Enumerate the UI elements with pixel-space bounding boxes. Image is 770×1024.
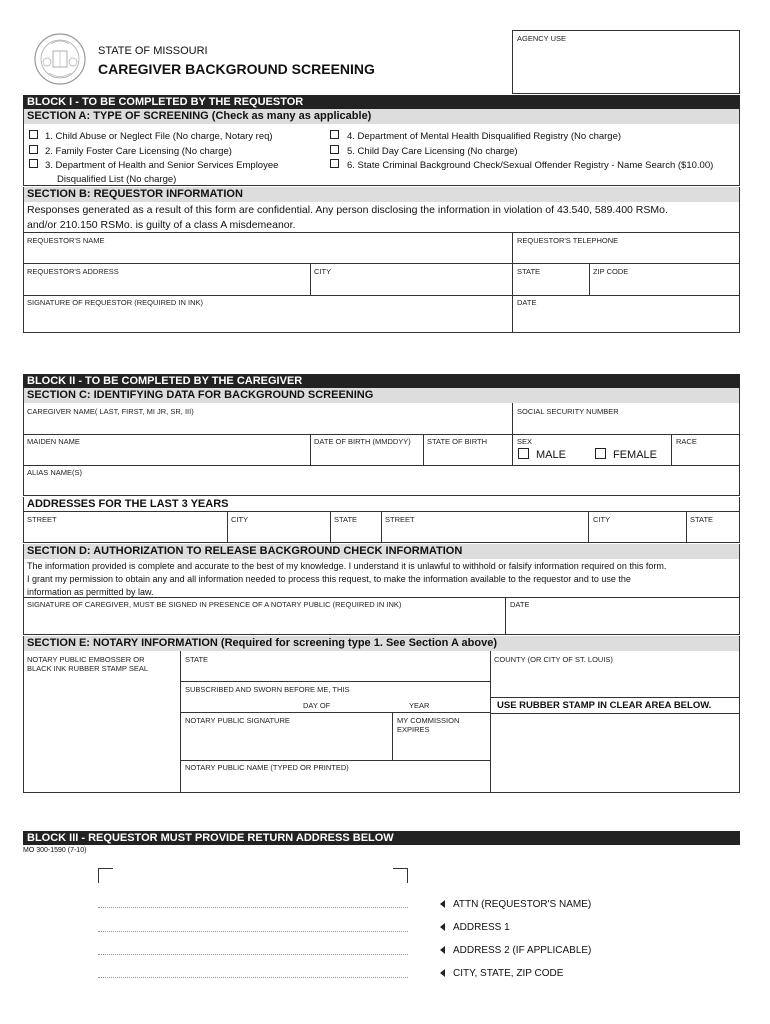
commission-label-2: EXPIRES xyxy=(397,725,430,734)
requestor-signature-label: SIGNATURE OF REQUESTOR (REQUIRED IN INK) xyxy=(27,298,203,307)
requestor-city-field[interactable] xyxy=(311,276,511,294)
commission-expires-field[interactable] xyxy=(393,735,489,759)
dob-field[interactable] xyxy=(311,446,422,464)
address1-city-field[interactable] xyxy=(228,524,329,542)
address2-state-field[interactable] xyxy=(687,524,739,542)
attn-line-label: ATTN (REQUESTOR'S NAME) xyxy=(453,899,592,910)
requestor-date-label: DATE xyxy=(517,298,537,307)
female-label: FEMALE xyxy=(613,449,658,461)
address1-street-field[interactable] xyxy=(24,524,226,542)
notary-state-field[interactable] xyxy=(181,664,489,680)
block2-header: BLOCK II - TO BE COMPLETED BY THE CAREGIVER xyxy=(23,374,740,388)
caregiver-signature-label: SIGNATURE OF CAREGIVER, MUST BE SIGNED IN PRESENCE OF A NOTARY PUBLIC (REQUIRED IN INK) xyxy=(27,600,402,609)
screening-option-6-checkbox[interactable] xyxy=(330,159,339,168)
requestor-state-field[interactable] xyxy=(513,276,588,294)
address-window-corner-left xyxy=(98,868,113,883)
screening-option-3-label-cont: Disqualified List (No charge) xyxy=(57,174,177,185)
requestor-date-field[interactable] xyxy=(513,308,739,332)
address1-state-field[interactable] xyxy=(331,524,380,542)
section-e-header: SECTION E: NOTARY INFORMATION (Required for screening type 1. See Section A above) xyxy=(23,636,740,651)
address1-line-label: ADDRESS 1 xyxy=(453,922,510,933)
screening-option-1-checkbox[interactable] xyxy=(29,130,38,139)
screening-option-5-checkbox[interactable] xyxy=(330,145,339,154)
block1-header: BLOCK I - TO BE COMPLETED BY THE REQUESTOR xyxy=(23,95,740,109)
sex-label: SEX xyxy=(517,437,533,446)
caregiver-name-field[interactable] xyxy=(24,416,511,433)
requestor-city-label: CITY xyxy=(314,267,332,276)
return-attn-field[interactable] xyxy=(98,890,408,906)
state-of-birth-field[interactable] xyxy=(424,446,511,464)
maiden-name-field[interactable] xyxy=(24,446,309,464)
return-city-state-zip-field[interactable] xyxy=(98,960,408,976)
address2-city-field[interactable] xyxy=(589,524,685,542)
screening-option-2-label: 2. Family Foster Care Licensing (No charge) xyxy=(45,146,232,157)
section-b-header: SECTION B: REQUESTOR INFORMATION xyxy=(23,187,740,202)
screening-option-3-label: 3. Department of Health and Senior Services Employee xyxy=(45,160,279,171)
address2-state-label: STATE xyxy=(690,515,714,524)
requestor-name-field[interactable] xyxy=(24,245,511,262)
agency-use-label: AGENCY USE xyxy=(517,34,567,43)
addresses-header: ADDRESSES FOR THE LAST 3 YEARS xyxy=(23,497,740,511)
return-address2-field[interactable] xyxy=(98,937,408,953)
female-checkbox[interactable] xyxy=(595,448,606,459)
form-number: MO 300-1590 (7-10) xyxy=(23,847,87,854)
day-of-label: DAY OF xyxy=(303,701,331,710)
race-field[interactable] xyxy=(672,446,739,464)
requestor-address-label: REQUESTOR'S ADDRESS xyxy=(27,267,119,276)
state-seal xyxy=(33,32,87,86)
screening-option-4-label: 4. Department of Mental Health Disqualified Registry (No charge) xyxy=(347,131,622,142)
address2-street-field[interactable] xyxy=(382,524,587,542)
requestor-state-label: STATE xyxy=(517,267,541,276)
authorization-line-3: information as permitted by law. xyxy=(27,587,154,597)
requestor-address-field[interactable] xyxy=(24,276,309,294)
screening-option-3-checkbox[interactable] xyxy=(29,159,38,168)
ssn-field[interactable] xyxy=(513,416,739,433)
alias-field[interactable] xyxy=(24,478,739,495)
address1-street-label: STREET xyxy=(27,515,57,524)
notary-state-label: STATE xyxy=(185,655,209,664)
requestor-telephone-label: REQUESTOR'S TELEPHONE xyxy=(517,236,619,245)
state-of-birth-label: STATE OF BIRTH xyxy=(427,437,488,446)
requestor-signature-field[interactable] xyxy=(24,308,511,332)
commission-label-1: MY COMMISSION xyxy=(397,716,460,725)
address1-state-label: STATE xyxy=(334,515,358,524)
notary-county-label: COUNTY (OR CITY OF ST. LOUIS) xyxy=(494,655,613,664)
address1-city-label: CITY xyxy=(231,515,249,524)
sworn-date-field[interactable] xyxy=(181,694,489,710)
maiden-name-label: MAIDEN NAME xyxy=(27,437,80,446)
notary-seal-label-1: NOTARY PUBLIC EMBOSSER OR xyxy=(27,655,145,664)
caret-left-icon xyxy=(440,923,445,931)
section-d-header: SECTION D: AUTHORIZATION TO RELEASE BACKGROUND CHECK INFORMATION xyxy=(23,544,740,559)
form-title: CAREGIVER BACKGROUND SCREENING xyxy=(98,61,375,77)
race-label: RACE xyxy=(676,437,697,446)
caregiver-name-label: CAREGIVER NAME( LAST, FIRST, MI JR, SR, III) xyxy=(27,407,194,416)
alias-label: ALIAS NAME(S) xyxy=(27,468,83,477)
subscribed-label: SUBSCRIBED AND SWORN BEFORE ME, THIS xyxy=(185,685,350,694)
authorization-line-2: I grant my permission to obtain any and all information needed to process this request, to make the information available to the requestor and to use the xyxy=(27,574,631,584)
return-address1-field[interactable] xyxy=(98,914,408,930)
address2-city-label: CITY xyxy=(593,515,611,524)
notary-county-field[interactable] xyxy=(491,664,739,680)
confidentiality-notice-1: Responses generated as a result of this form are confidential. Any person disclosing the information in violation of 43.540, 589.400 RSMo. xyxy=(27,204,668,216)
screening-option-1-label: 1. Child Abuse or Neglect File (No charge, Notary req) xyxy=(45,131,273,142)
city-state-zip-line-label: CITY, STATE, ZIP CODE xyxy=(453,968,564,979)
screening-option-2-checkbox[interactable] xyxy=(29,145,38,154)
caret-left-icon xyxy=(440,969,445,977)
screening-option-5-label: 5. Child Day Care Licensing (No charge) xyxy=(347,146,518,157)
caret-left-icon xyxy=(440,946,445,954)
rubber-stamp-instruction: USE RUBBER STAMP IN CLEAR AREA BELOW. xyxy=(497,700,712,711)
address2-street-label: STREET xyxy=(385,515,415,524)
dob-label: DATE OF BIRTH (MMDDYY) xyxy=(314,437,411,446)
notary-seal-area xyxy=(24,676,179,792)
caregiver-date-label: DATE xyxy=(510,600,530,609)
year-label: YEAR xyxy=(409,701,430,710)
requestor-zip-label: ZIP CODE xyxy=(593,267,629,276)
notary-name-field[interactable] xyxy=(181,773,489,792)
notary-signature-field[interactable] xyxy=(181,726,391,759)
section-c-header: SECTION C: IDENTIFYING DATA FOR BACKGROUND SCREENING xyxy=(23,388,740,403)
screening-option-4-checkbox[interactable] xyxy=(330,130,339,139)
address2-line-label: ADDRESS 2 (IF APPLICABLE) xyxy=(453,945,592,956)
notary-signature-label: NOTARY PUBLIC SIGNATURE xyxy=(185,716,290,725)
ssn-label: SOCIAL SECURITY NUMBER xyxy=(517,407,619,416)
authorization-line-1: The information provided is complete and accurate to the best of my knowledge. I understand it is unlawful to withhold or falsify information required on this form. xyxy=(27,561,667,571)
caregiver-date-field[interactable] xyxy=(506,610,739,634)
requestor-name-label: REQUESTOR'S NAME xyxy=(27,236,105,245)
notary-name-label: NOTARY PUBLIC NAME (TYPED OR PRINTED) xyxy=(185,763,349,772)
caret-left-icon xyxy=(440,900,445,908)
caregiver-signature-field[interactable] xyxy=(24,610,504,634)
screening-option-6-label: 6. State Criminal Background Check/Sexual Offender Registry - Name Search ($10.00) xyxy=(347,160,714,171)
requestor-telephone-field[interactable] xyxy=(513,245,739,262)
notary-seal-label-2: BLACK INK RUBBER STAMP SEAL xyxy=(27,664,149,673)
state-name: STATE OF MISSOURI xyxy=(98,45,208,57)
male-checkbox[interactable] xyxy=(518,448,529,459)
address-window-corner-right xyxy=(393,868,408,883)
section-a-header: SECTION A: TYPE OF SCREENING (Check as many as applicable) xyxy=(23,109,740,124)
requestor-zip-field[interactable] xyxy=(590,276,739,294)
male-label: MALE xyxy=(536,449,566,461)
rubber-stamp-area xyxy=(491,714,739,792)
block3-header: BLOCK III - REQUESTOR MUST PROVIDE RETURN ADDRESS BELOW xyxy=(23,831,740,845)
confidentiality-notice-2: and/or 210.150 RSMo. is guilty of a class A misdemeanor. xyxy=(27,219,296,231)
